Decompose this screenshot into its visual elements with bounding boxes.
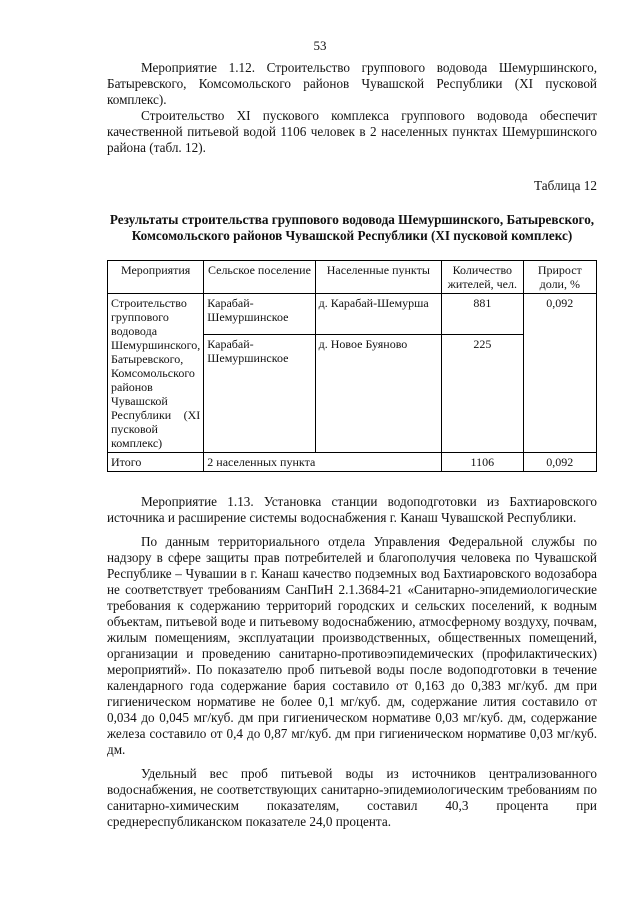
table-title: Результаты строительства группового водовода Шемуршинского, Батыревского, Комсомольского районов Чувашской Республики (XI пусковой комплекс) xyxy=(109,212,595,243)
paragraph-complex-xi: Строительство XI пускового комплекса группового водовода обеспечит качественной питьевой водой 1106 человек в 2 населенных пунктах Шемуршинского района (табл. 12). xyxy=(107,108,597,155)
paragraph-water-quality: По данным территориального отдела Управления Федеральной службы по надзору в сфере защиты прав потребителей и благополучия человека по Чувашской Республике – Чувашии в г. Канаш качество подземных вод Бахтиаровского водозабора не соответствует требованиям СанПиН 2.1.3684-21 «Санитарно-эпидемиологические требования к содержанию территорий городских и сельских поселений, к водным объектам, питьевой воде и питьевому водоснабжению, атмосферному воздуху, почвам, жилым помещениям, эксплуатации производственных, общественных помещений, организации и проведению санитарно-противоэпидемических (профилактических) мероприятий». По показателю проб питьевой воды после водоподготовки в течение календарного года содержание бария составило от 0,163 до 0,383 мг/куб. дм при гигиеническом нормативе не более 0,1 мг/куб. дм, содержание лития составило от 0,034 до 0,045 мг/куб. дм при гигиеническом нормативе 0,03 мг/куб. дм, содержание железа составило от 0,4 до 0,87 мг/куб. дм при гигиеническом нормативе 0,03 мг/куб. дм. xyxy=(107,534,597,757)
growth-cell: 0,092 xyxy=(523,294,596,453)
page-content xyxy=(107,60,597,830)
locality-cell: д. Карабай-Шемурша xyxy=(315,294,441,335)
total-label: Итого xyxy=(108,453,204,472)
table-header-row xyxy=(108,261,597,294)
settlement-cell: Карабай-Шемуршинское xyxy=(204,294,315,335)
header-settlement: Сельское поселение xyxy=(204,261,315,294)
table-row xyxy=(108,294,597,335)
total-localities: 2 населенных пункта xyxy=(204,453,442,472)
table-total-row xyxy=(108,453,597,472)
table-caption: Таблица 12 xyxy=(534,178,597,193)
residents-cell: 225 xyxy=(442,335,524,453)
total-growth: 0,092 xyxy=(523,453,596,472)
paragraph-sample-share: Удельный вес проб питьевой воды из источников централизованного водоснабжения, не соответствующих санитарно-эпидемиологическим требованиям по санитарно-химическим показателям, составил 40,3 процента при среднереспубликанском показателе 24,0 процента. xyxy=(107,766,597,829)
header-measures: Мероприятия xyxy=(108,261,204,294)
header-growth: Прирост доли, % xyxy=(523,261,596,294)
total-residents: 1106 xyxy=(442,453,524,472)
residents-cell: 881 xyxy=(442,294,524,335)
settlement-cell: Карабай-Шемуршинское xyxy=(204,335,315,453)
page-number: 53 xyxy=(313,38,327,53)
measure-cell: Строительство группового водовода Шемуршинского, Батыревского, Комсомольского районов Чувашской Республики (XI пусковой комплекс) xyxy=(108,294,204,453)
header-localities: Населенные пункты xyxy=(315,261,441,294)
paragraph-measure-1-13: Мероприятие 1.13. Установка станции водоподготовки из Бахтиаровского источника и расширение системы водоснабжения г. Канаш Чувашской Республики. xyxy=(107,494,597,525)
header-residents: Количество жителей, чел. xyxy=(442,261,524,294)
results-table xyxy=(107,260,597,472)
paragraph-measure-1-12: Мероприятие 1.12. Строительство группового водовода Шемуршинского, Батыревского, Комсомольского районов Чувашской Республики (XI пусковой комплекс). xyxy=(107,60,597,107)
locality-cell: д. Новое Буяново xyxy=(315,335,441,453)
